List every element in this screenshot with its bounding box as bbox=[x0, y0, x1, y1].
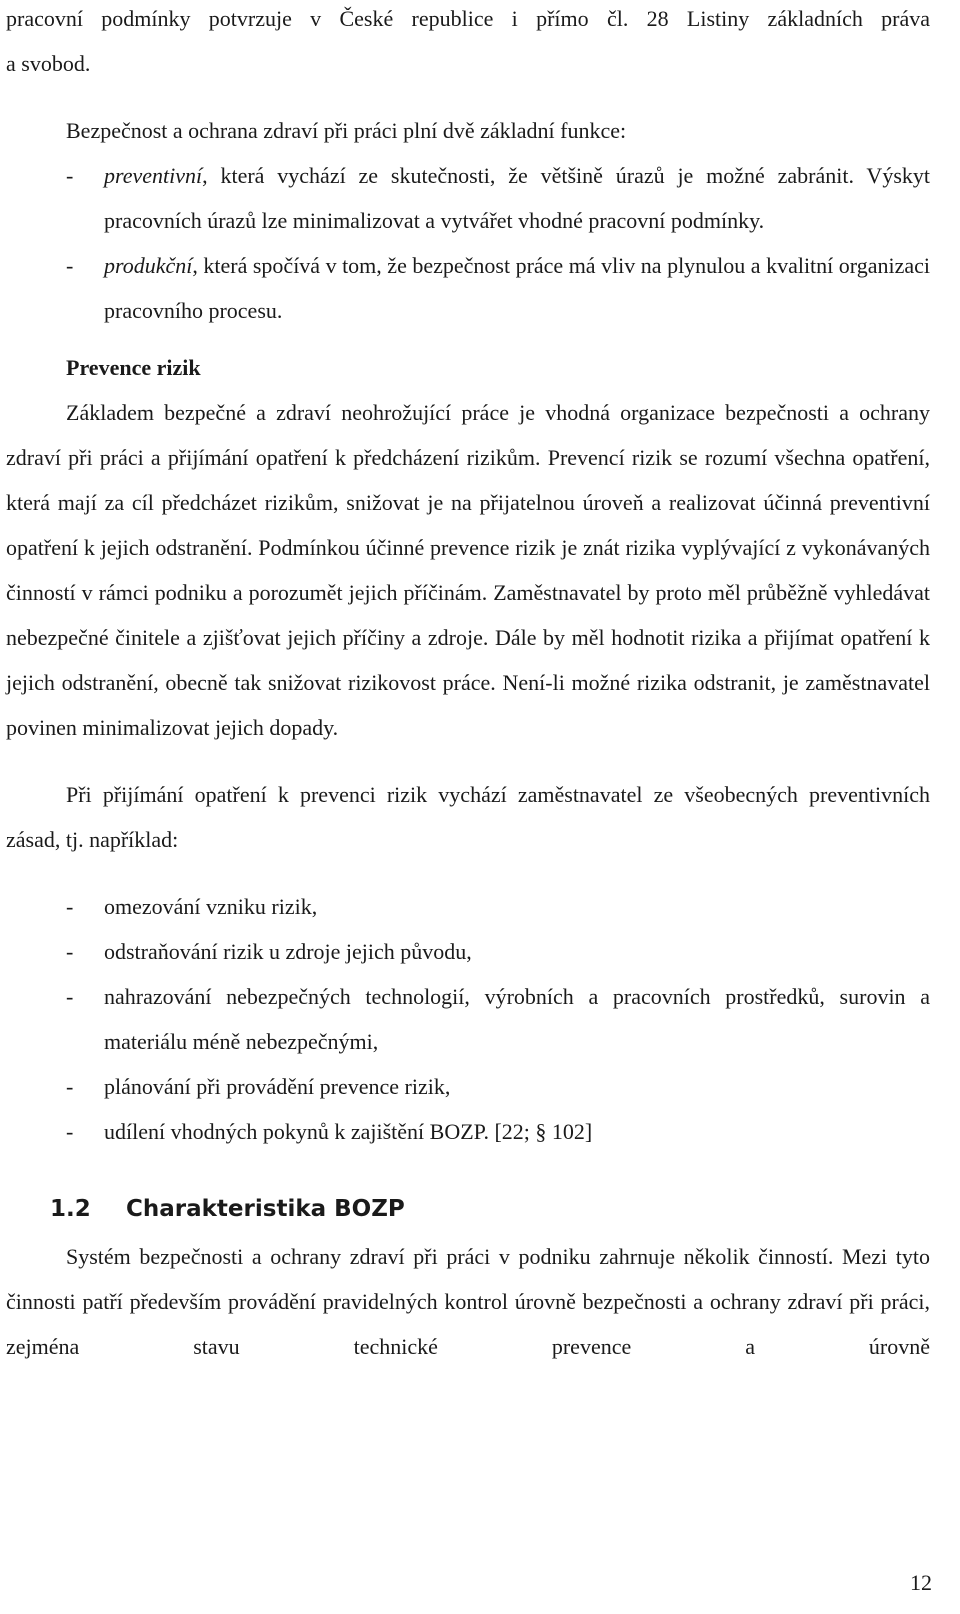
prevention-paragraph-1: Základem bezpečné a zdraví neohrožující práce je vhodná organizace bezpečnosti a ochrany zdraví při práci a přijímání opatření k předcházení rizikům. Prevencí rizik se rozumí všechna opatření, která mají za cíl předcházet rizikům, snižovat je na přijatelnou úroveň a realizovat účinná preventivní opatření k jejich odstranění. Podmínkou účinné prevence rizik je znát rizika vyplývající z vykonávaných činností v rámci podniku a porozumět jejich příčinám. Zaměstnavatel by proto měl průběžně vyhledávat nebezpečné činitele a zjišťovat jejich příčiny a zdroje. Dále by měl hodnotit rizika a přijímat opatření k jejich odstranění, obecně tak snižovat rizikovost práce. Není-li možné rizika odstranit, je zaměstnavatel povinen minimalizovat jejich dopady. bbox=[6, 400, 930, 740]
list-dash: - bbox=[66, 984, 74, 1009]
list-dash: - bbox=[66, 894, 74, 919]
prevention-heading: Prevence rizik bbox=[66, 355, 201, 380]
list-dash: - bbox=[66, 1074, 74, 1099]
prevention-paragraph-2: Při přijímání opatření k prevenci rizik vychází zaměstnavatel ze všeobecných preventivních zásad, tj. například: bbox=[6, 782, 930, 852]
intro-line-2: a svobod. bbox=[6, 51, 91, 76]
list-item-text: udílení vhodných pokynů k zajištění BOZP. [22; § 102] bbox=[104, 1119, 593, 1144]
section-number: 1.2 bbox=[50, 1196, 91, 1222]
list-dash: - bbox=[66, 1119, 74, 1144]
list-item-preventive bbox=[6, 153, 930, 243]
list-item bbox=[6, 929, 930, 974]
list-dash: - bbox=[66, 939, 74, 964]
list-item-text: plánování při provádění prevence rizik, bbox=[104, 1074, 451, 1099]
list-item-productive bbox=[6, 243, 930, 333]
section-heading bbox=[50, 1184, 930, 1234]
list-item-text: , která vychází ze skutečnosti, že většině úrazů je možné zabránit. Výskyt pracovních úrazů lze minimalizovat a vytvářet vhodné pracovní podmínky. bbox=[104, 163, 930, 233]
document-page bbox=[6, 0, 930, 1369]
list-item-text: omezování vzniku rizik, bbox=[104, 894, 318, 919]
list-item bbox=[6, 974, 930, 1064]
list-item-text: , která spočívá v tom, že bezpečnost práce má vliv na plynulou a kvalitní organizaci pracovního procesu. bbox=[104, 253, 930, 323]
list-item-text: odstraňování rizik u zdroje jejich původu, bbox=[104, 939, 472, 964]
intro-line-1: pracovní podmínky potvrzuje v České republice i přímo čl. 28 Listiny základních práva bbox=[6, 6, 930, 31]
list-item bbox=[6, 1109, 930, 1154]
list-dash: - bbox=[66, 163, 74, 188]
term-productive: produkční bbox=[104, 253, 193, 278]
list-dash: - bbox=[66, 253, 74, 278]
list-item-text: nahrazování nebezpečných technologií, výrobních a pracovních prostředků, surovin a materiálu méně nebezpečnými, bbox=[104, 984, 930, 1054]
section-title: Charakteristika BOZP bbox=[126, 1196, 405, 1222]
list-item bbox=[6, 1064, 930, 1109]
list-item bbox=[6, 884, 930, 929]
section-paragraph: Systém bezpečnosti a ochrany zdraví při práci v podniku zahrnuje několik činností. Mezi tyto činnosti patří především provádění pravidelných kontrol úrovně bezpečnosti a ochrany zdraví při práci, zejména stavu technické prevence a úrovně bbox=[6, 1244, 930, 1359]
functions-lead: Bezpečnost a ochrana zdraví při práci plní dvě základní funkce: bbox=[66, 118, 627, 143]
spacer bbox=[6, 862, 930, 884]
term-preventive: preventivní bbox=[104, 163, 203, 188]
page-number: 12 bbox=[910, 1570, 932, 1595]
